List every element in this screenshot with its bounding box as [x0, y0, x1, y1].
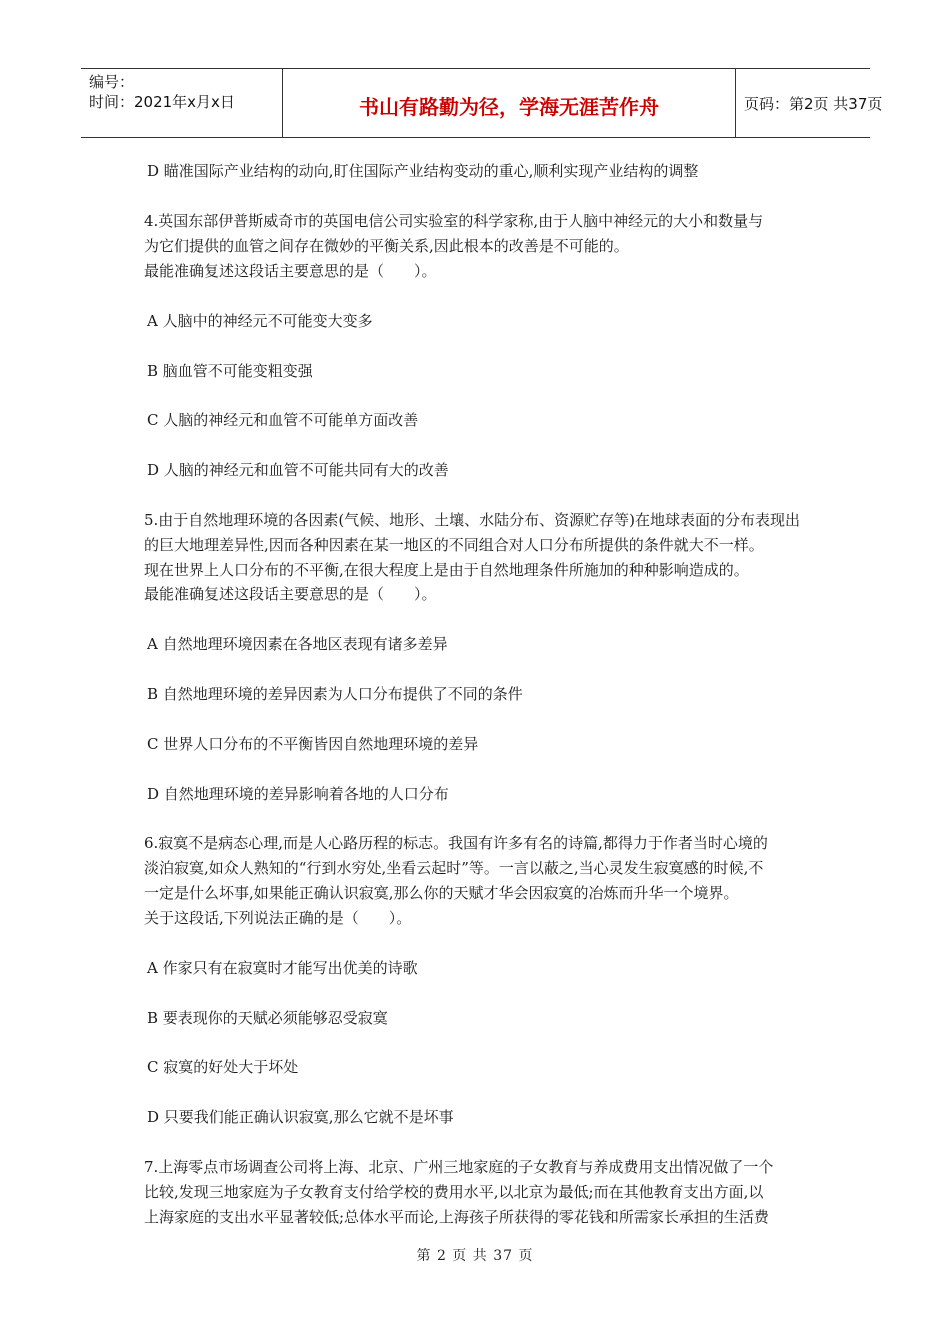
q4-prompt: 最能准确复述这段话主要意思的是（ ）。: [144, 262, 437, 280]
q6-prompt: 关于这段话,下列说法正确的是（ ）。: [144, 909, 412, 927]
page-footer: 第 2 页 共 37 页: [416, 1248, 534, 1264]
q5-option-c: C 世界人口分布的不平衡皆因自然地理环境的差异: [147, 735, 479, 753]
q7-text-line: 上海家庭的支出水平显著较低;总体水平而论,上海孩子所获得的零花钱和所需家长承担的生活费: [144, 1208, 769, 1226]
document-number-label: 编号：: [89, 73, 135, 91]
header-motto-cell: [283, 69, 736, 137]
q5-text-line: 5.由于自然地理环境的各因素(气候、地形、土壤、水陆分布、资源贮存等)在地球表面的分布表现出: [144, 511, 801, 529]
q4-option-c: C 人脑的神经元和血管不可能单方面改善: [147, 411, 419, 429]
q6-text-line: 淡泊寂寞,如众人熟知的“行到水穷处,坐看云起时”等。一言以蔽之,当心灵发生寂寞感的时候,不: [144, 859, 764, 877]
q3-option-d: D 瞄准国际产业结构的动向,盯住国际产业结构变动的重心,顺利实现产业结构的调整: [147, 162, 699, 180]
q5-option-a: A 自然地理环境因素在各地区表现有诸多差异: [147, 635, 448, 653]
q4-option-d: D 人脑的神经元和血管不可能共同有大的改善: [147, 461, 449, 479]
header-motto: 书山有路勤为径，学海无涯苦作舟: [359, 95, 659, 119]
page-header: [81, 68, 883, 138]
q4-option-a: A 人脑中的神经元不可能变大变多: [147, 312, 373, 330]
header-left-cell: [81, 69, 283, 137]
q5-prompt: 最能准确复述这段话主要意思的是（ ）。: [144, 585, 437, 603]
q5-text-line: 现在世界上人口分布的不平衡,在很大程度上是由于自然地理条件所施加的种种影响造成的。: [144, 561, 749, 579]
header-page-cell: [736, 69, 883, 137]
header-page-info: 页码：第2页 共37页: [744, 95, 883, 113]
q6-option-d: D 只要我们能正确认识寂寞,那么它就不是坏事: [147, 1108, 454, 1126]
q5-option-b: B 自然地理环境的差异因素为人口分布提供了不同的条件: [147, 685, 523, 703]
q6-option-a: A 作家只有在寂寞时才能写出优美的诗歌: [147, 959, 418, 977]
q6-text-line: 一定是什么坏事,如果能正确认识寂寞,那么你的天赋才华会因寂寞的冶炼而升华一个境界。: [144, 884, 739, 902]
q6-option-b: B 要表现你的天赋必须能够忍受寂寞: [147, 1009, 388, 1027]
q4-text-line: 为它们提供的血管之间存在微妙的平衡关系,因此根本的改善是不可能的。: [144, 237, 629, 255]
q7-text-line: 比较,发现三地家庭为子女教育支付给学校的费用水平,以北京为最低;而在其他教育支出方面,以: [144, 1183, 764, 1201]
q4-option-b: B 脑血管不可能变粗变强: [147, 362, 313, 380]
q5-text-line: 的巨大地理差异性,因而各种因素在某一地区的不同组合对人口分布所提供的条件就大不一样。: [144, 536, 764, 554]
q5-option-d: D 自然地理环境的差异影响着各地的人口分布: [147, 785, 449, 803]
q6-option-c: C 寂寞的好处大于坏处: [147, 1058, 299, 1076]
q6-text-line: 6.寂寞不是病态心理,而是人心路历程的标志。我国有许多有名的诗篇,都得力于作者当时心境的: [144, 834, 768, 852]
document-date-label: 时间：2021年x月x日: [89, 93, 235, 111]
q4-text-line: 4.英国东部伊普斯威奇市的英国电信公司实验室的科学家称,由于人脑中神经元的大小和数量与: [144, 212, 764, 230]
q7-text-line: 7.上海零点市场调查公司将上海、北京、广州三地家庭的子女教育与养成费用支出情况做了一个: [144, 1158, 774, 1176]
